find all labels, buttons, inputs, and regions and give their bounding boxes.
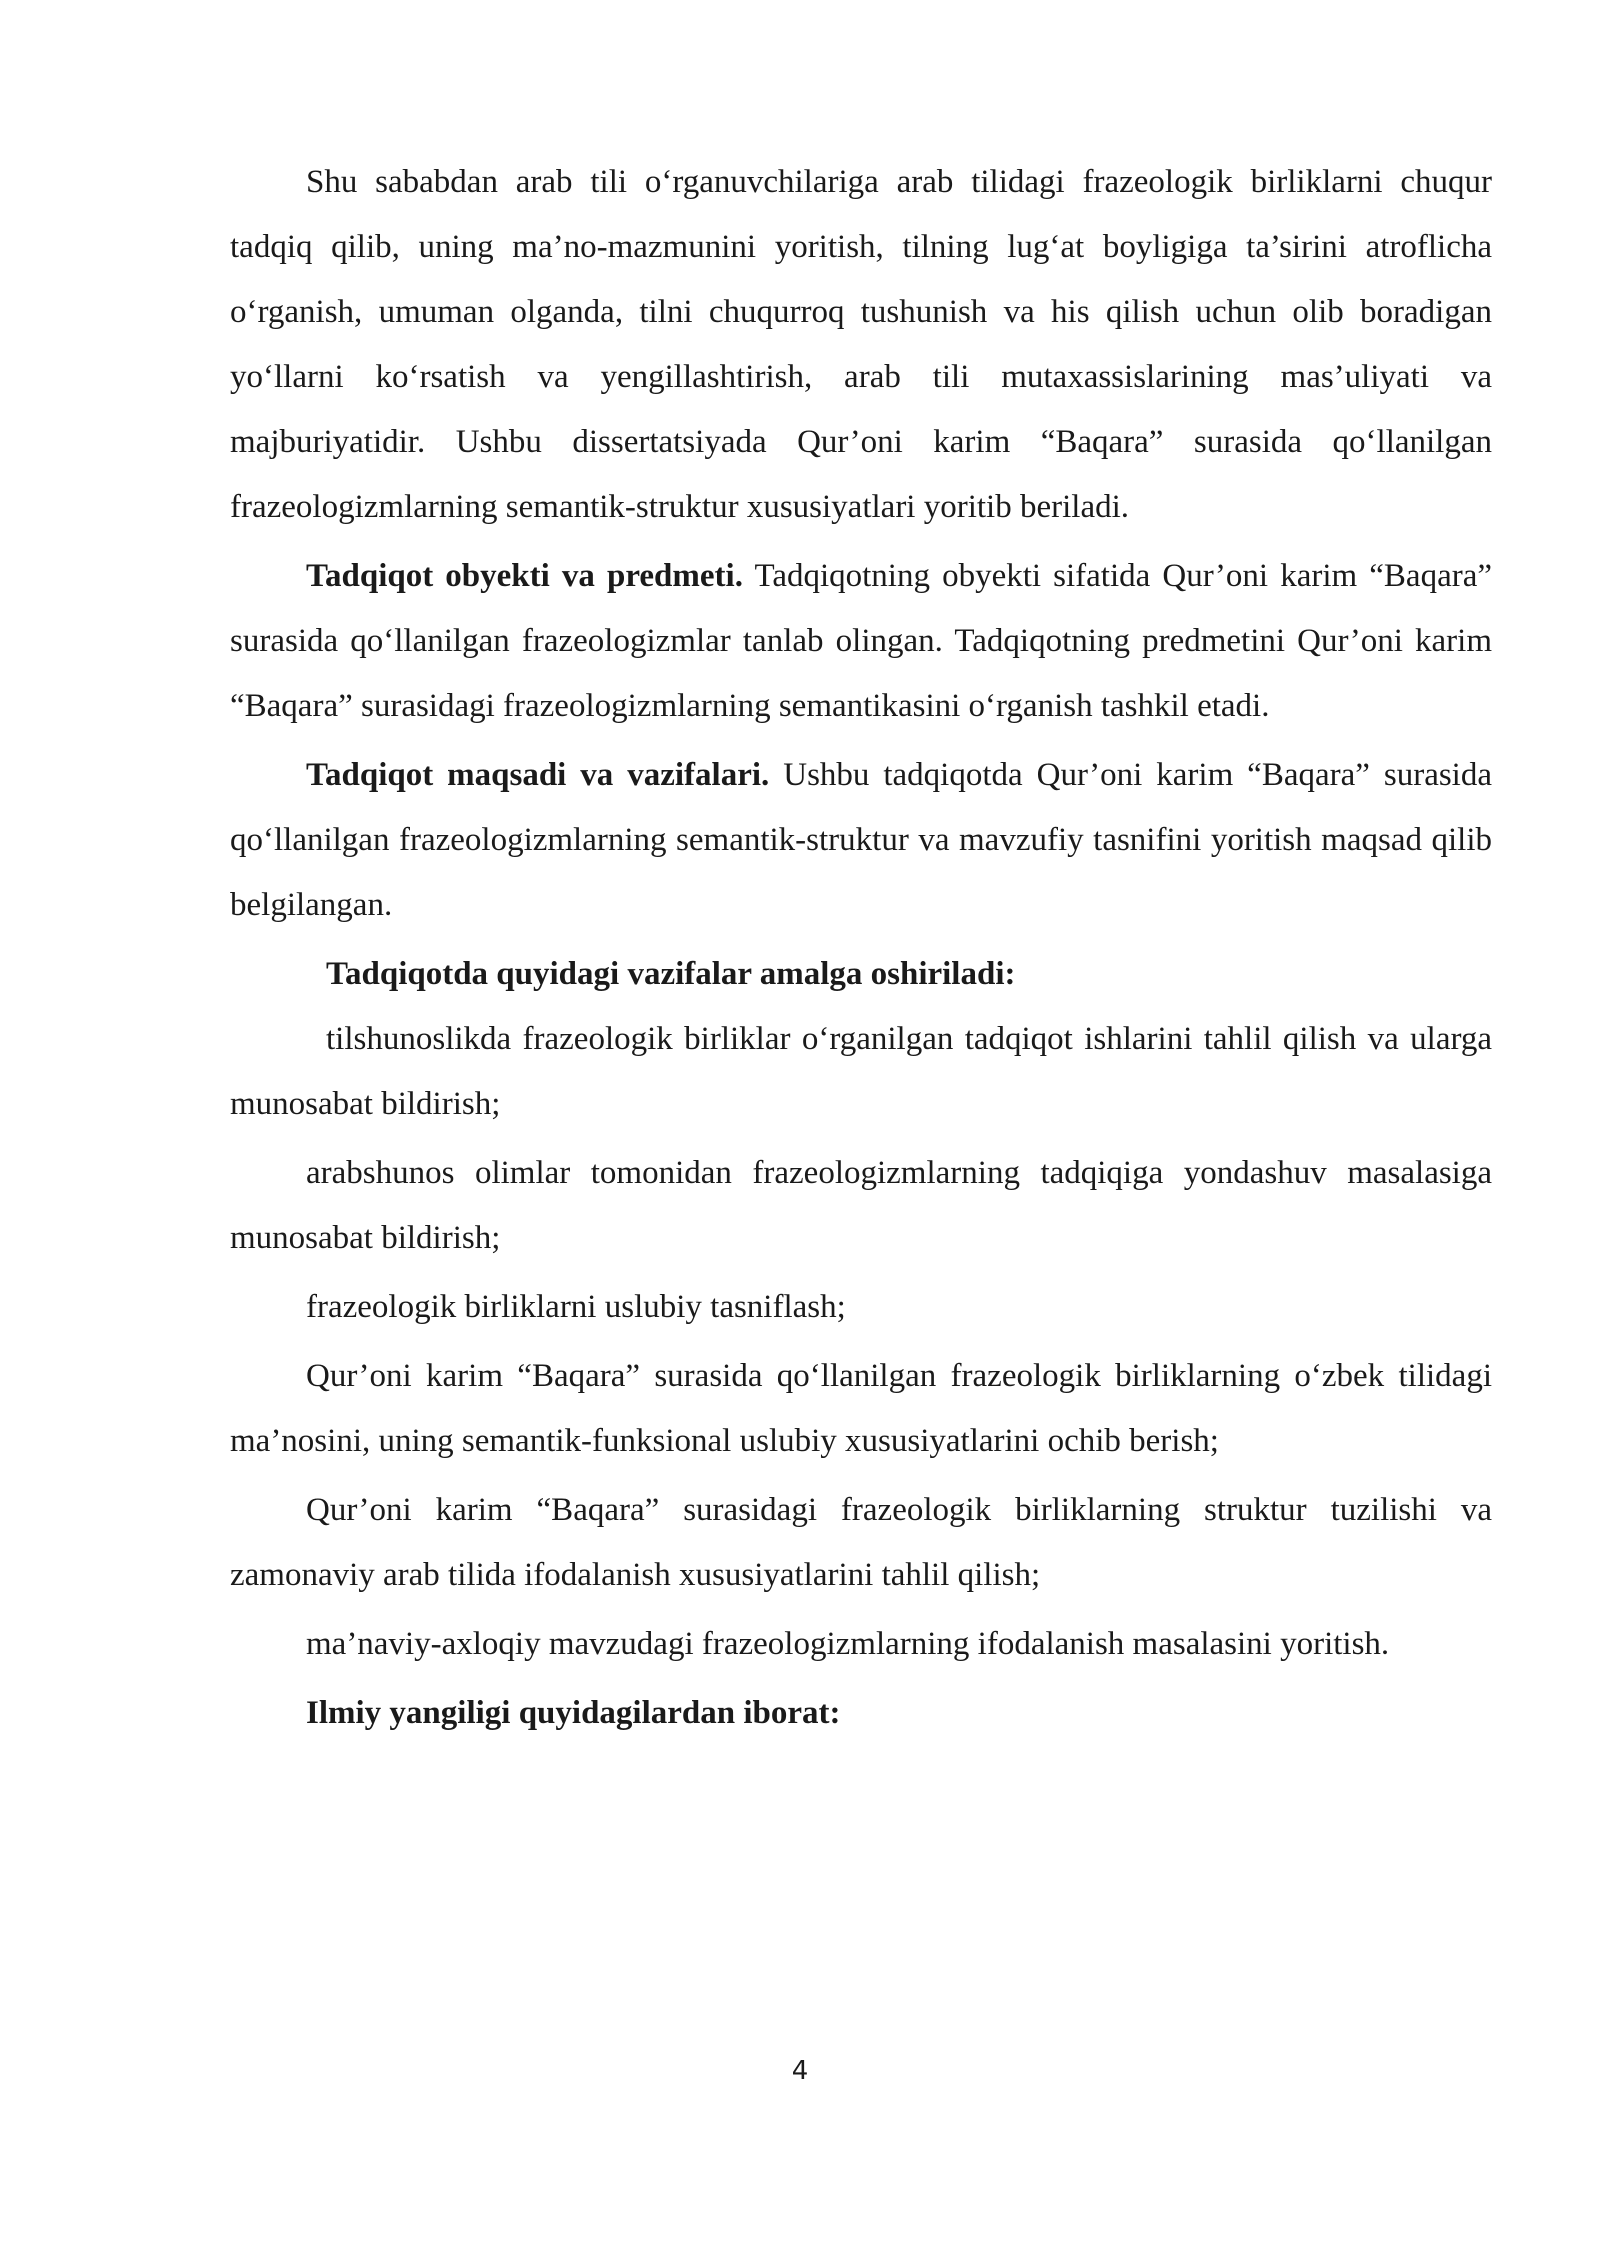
page-body <box>230 150 1492 1746</box>
text-object-subject: Tadqiqotning obyekti sifatida Qur’oni karim “Baqara” surasida qo‘llanilgan frazeologizmlar tanlab olingan. Tadqiqotning predmetini Qur’oni karim “Baqara” surasidagi frazeologizmlarning semantikasini o‘rganish tashkil etadi. <box>230 558 1492 724</box>
paragraph-goal-tasks <box>230 743 1492 938</box>
paragraph-object-subject <box>230 544 1492 739</box>
heading-object-subject: Tadqiqot obyekti va predmeti. <box>306 558 743 594</box>
paragraph-intro: Shu sababdan arab tili o‘rganuvchilariga arab tilidagi frazeologik birliklarni chuqur tadqiq qilib, uning ma’no-mazmunini yoritish, tilning lug‘at boyligiga ta’sirini atroflicha o‘rganish, umuman olganda, tilni chuqurroq tushunish va his qilish uchun olib boradigan yo‘llarni ko‘rsatish va yengillashtirish, arab tili mutaxassislarining mas’uliyati va majburiyatidir. Ushbu dissertatsiyada Qur’oni karim “Baqara” surasida qo‘llanilgan frazeologizmlarning semantik-struktur xususiyatlari yoritib beriladi. <box>230 164 1492 525</box>
heading-tasks-list: Tadqiqotda quyidagi vazifalar amalga oshiriladi: <box>326 956 1016 992</box>
text-goal-tasks: Ushbu tadqiqotda Qur’oni karim “Baqara” surasida qo‘llanilgan frazeologizmlarning semantik-struktur va mavzufiy tasnifini yoritish maqsad qilib belgilangan. <box>230 757 1492 923</box>
task-item-5: Qur’oni karim “Baqara” surasidagi frazeologik birliklarning struktur tuzilishi va zamonaviy arab tilida ifodalanish xususiyatlarini tahlil qilish; <box>230 1492 1492 1593</box>
heading-goal-tasks: Tadqiqot maqsadi va vazifalari. <box>306 757 770 793</box>
task-item-1: tilshunoslikda frazeologik birliklar o‘rganilgan tadqiqot ishlarini tahlil qilish va ularga munosabat bildirish; <box>230 1021 1492 1122</box>
task-item-6: ma’naviy-axloqiy mavzudagi frazeologizmlarning ifodalanish masalasini yoritish. <box>306 1626 1390 1662</box>
task-item-4: Qur’oni karim “Baqara” surasida qo‘llanilgan frazeologik birliklarning o‘zbek tilidagi ma’nosini, uning semantik-funksional uslubiy xususiyatlarini ochib berish; <box>230 1358 1492 1459</box>
task-item-2: arabshunos olimlar tomonidan frazeologizmlarning tadqiqiga yondashuv masalasiga munosabat bildirish; <box>230 1155 1492 1256</box>
heading-scientific-novelty: Ilmiy yangiligi quyidagilardan iborat: <box>306 1695 841 1731</box>
task-item-3: frazeologik birliklarni uslubiy tasniflash; <box>306 1289 846 1325</box>
page-number: 4 <box>791 2056 809 2086</box>
